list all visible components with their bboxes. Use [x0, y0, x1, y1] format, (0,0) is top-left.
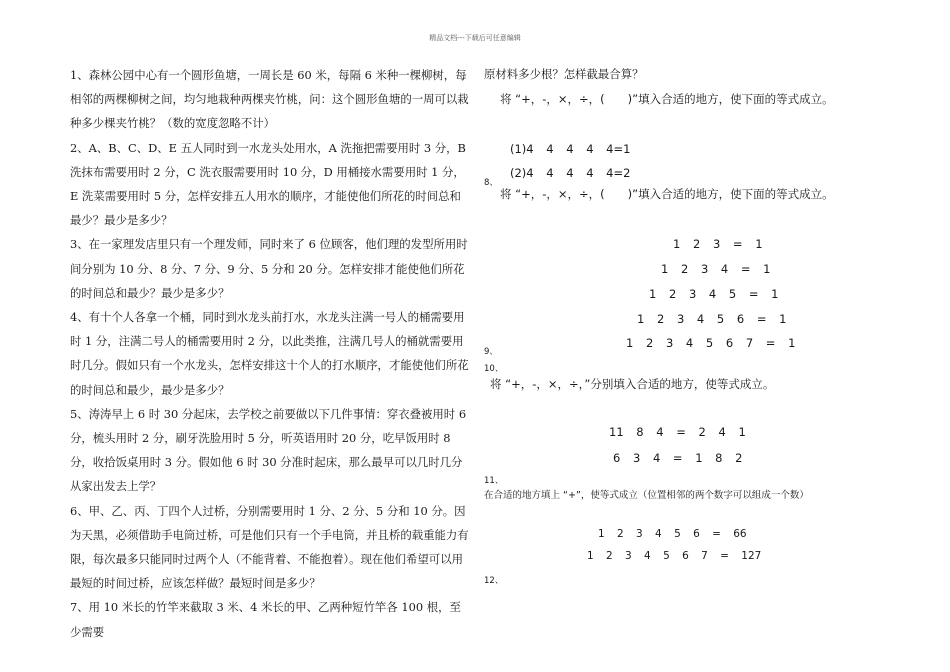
instruction-8: 将 “+，-，×，÷，( )”填入合适的地方，使下面的等式成立。: [500, 92, 834, 106]
equation-9-2: 1 2 3 4 = 1: [661, 262, 771, 276]
problem-5: 5、涛涛早上 6 时 30 分起床，去学校之前要做以下几件事情：穿衣叠被用时 6 分，梳头用时 2 分，刷牙洗脸用时 5 分，听英语用时 20 分，吃早饭用时 8 分，收拾饭桌用时 3 分。假如他 6 时 30 分准时起床，那么最早可以几时几分从家出发去上学？: [70, 406, 467, 494]
label-10: 10、: [484, 364, 504, 374]
problem-2: 2、A、B、C、D、E 五人同时到一水龙头处用水，A 洗拖把需要用时 3 分，B 洗抹布需要用时 2 分，C 洗衣服需要用时 10 分，D 用桶接水需要用时 1 分，E 洗菜需要用时 5 分，怎样安排五人用水的顺序，才能使他们所花的时间总和最少？最少是多少？: [70, 140, 466, 228]
page-header: 精品文档---下载后可任意编辑: [429, 34, 521, 42]
equation-9-5: 1 2 3 4 5 6 7 = 1: [626, 336, 796, 350]
instruction-11: 在合适的地方填上 “+”，使等式成立（位置相邻的两个数字可以组成一个数）: [484, 490, 809, 501]
problem-7: 7、用 10 米长的竹竿来截取 3 米、4 米长的甲、乙两种短竹竿各 100 根，至少需要: [70, 600, 461, 639]
instruction-10: 将 “+，-，×，÷，”分别填入合适的地方，使等式成立。: [490, 377, 775, 391]
problem-6: 6、甲、乙、丙、丁四个人过桥，分别需要用时 1 分、2 分、5 分和 10 分。因为天黑，必须借助手电筒过桥，可是他们只有一个手电筒，并且桥的载重能力有限，每次最多只能同时过两个人（不能背着、不能抱着）。现在他们希望可以用最短的时间过桥，应该怎样做？最短时间是多少？: [70, 503, 469, 591]
equation-10-2: 6 3 4 = 1 8 2: [613, 451, 743, 465]
equation-11-1: 1 2 3 4 5 6 = 66: [598, 528, 747, 540]
equation-11-2: 1 2 3 4 5 6 7 = 127: [587, 550, 762, 562]
label-9: 9、: [484, 347, 498, 357]
label-11: 11、: [484, 476, 504, 486]
problem-7-continuation: 原材料多少根？怎样截最合算？: [484, 67, 644, 81]
equation-10-1: 11 8 4 = 2 4 1: [609, 425, 746, 439]
equation-9-4: 1 2 3 4 5 6 = 1: [637, 312, 787, 326]
left-column: [70, 63, 470, 644]
instruction-9: 将 “+，-，×，÷，( )”填入合适的地方，使下面的等式成立。: [500, 187, 834, 201]
label-12: 12、: [484, 576, 504, 586]
equation-8-2: (2)4 4 4 4 4=2: [510, 166, 631, 180]
problem-1: 1、森林公园中心有一个圆形鱼塘，一周长是 60 米，每隔 6 米种一棵柳树，每相邻的两棵柳树之间，均匀地栽种两棵夹竹桃，问：这个圆形鱼塘的一周可以栽种多少棵夹竹桃？（数的宽度忽略不计）: [70, 68, 469, 131]
equation-8-1: (1)4 4 4 4 4=1: [510, 142, 631, 156]
equation-9-1: 1 2 3 = 1: [673, 237, 763, 251]
problem-3: 3、在一家理发店里只有一个理发师，同时来了 6 位顾客，他们理的发型所用时间分别为 10 分、8 分、7 分、9 分、5 分和 20 分。怎样安排才能使他们所花的时间总和最少？最少是多少？: [70, 237, 468, 300]
equation-9-3: 1 2 3 4 5 = 1: [649, 287, 779, 301]
problem-4: 4、有十个人各拿一个桶，同时到水龙头前打水，水龙头注满一号人的桶需要用时 1 分，注满二号人的桶需要用时 2 分，以此类推，注满几号人的桶就需要用时几分。假如只有一个水龙头，怎样安排这十个人的打水顺序，才能使他们所花的时间总和最少，最少是多少？: [70, 310, 469, 397]
label-8: 8、: [484, 178, 498, 188]
